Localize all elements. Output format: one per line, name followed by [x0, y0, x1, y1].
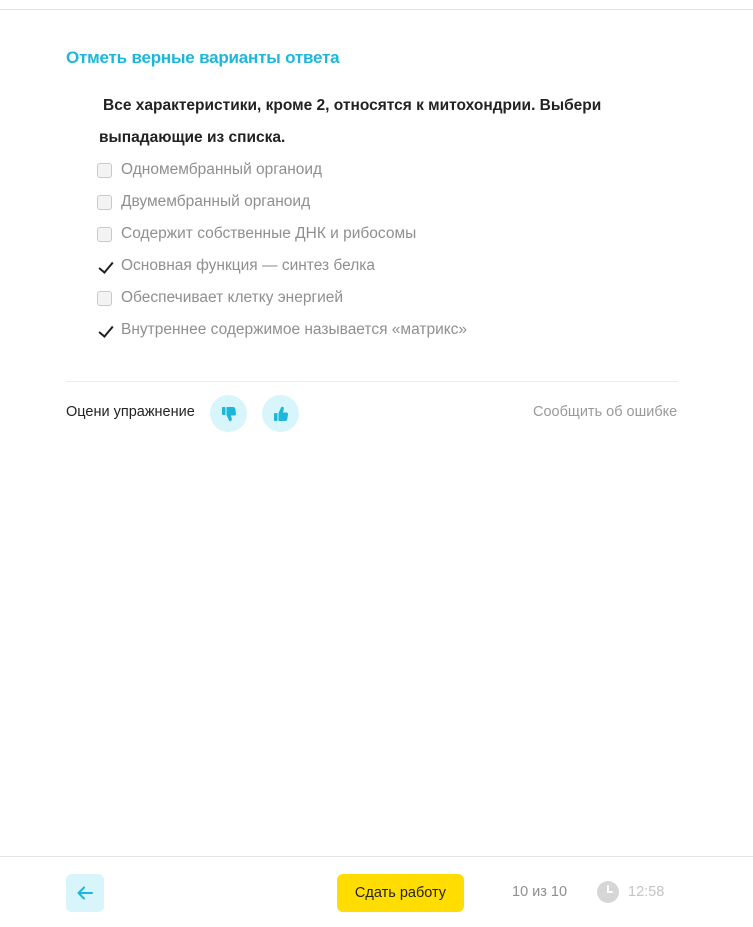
option-item[interactable] — [97, 154, 467, 186]
option-item[interactable] — [97, 218, 467, 250]
option-label: Основная функция — синтез белка — [121, 257, 375, 274]
option-label: Содержит собственные ДНК и рибосомы — [121, 225, 417, 242]
question-text — [99, 90, 639, 154]
option-checkbox[interactable] — [97, 323, 112, 338]
task-title: Отметь верные варианты ответа — [66, 48, 340, 67]
footer-divider — [0, 856, 753, 857]
rating-divider — [66, 381, 678, 382]
top-divider — [0, 9, 753, 10]
clock-icon — [597, 881, 619, 903]
option-item[interactable] — [97, 186, 467, 218]
option-label: Обеспечивает клетку энергией — [121, 289, 344, 306]
option-checkbox[interactable] — [97, 291, 112, 306]
option-label: Двумембранный органоид — [121, 193, 311, 210]
thumbs-up-icon — [272, 405, 290, 423]
option-label: Одномембранный органоид — [121, 161, 323, 178]
option-checkbox[interactable] — [97, 259, 112, 274]
timer — [597, 881, 664, 903]
arrow-left-icon — [75, 883, 95, 903]
submit-work-button[interactable]: Сдать работу — [337, 874, 464, 912]
timer-value: 12:58 — [628, 884, 665, 900]
option-item[interactable] — [97, 282, 467, 314]
option-item[interactable] — [97, 314, 467, 346]
option-checkbox[interactable] — [97, 227, 112, 242]
question-text-content: Все характеристики, кроме 2, относятся к митохондрии. Выбери выпадающие из списка. — [99, 97, 602, 146]
option-checkbox[interactable] — [97, 163, 112, 178]
dislike-button[interactable] — [210, 395, 247, 432]
option-item[interactable] — [97, 250, 467, 282]
question-counter: 10 из 10 — [512, 884, 568, 900]
back-button[interactable] — [66, 874, 104, 912]
like-button[interactable] — [262, 395, 299, 432]
option-label: Внутреннее содержимое называется «матрикс» — [121, 321, 468, 338]
answer-options — [97, 154, 467, 346]
rate-exercise-label: Оцени упражнение — [66, 404, 195, 420]
thumbs-down-icon — [220, 405, 238, 423]
report-error-link[interactable]: Сообщить об ошибке — [533, 404, 678, 420]
option-checkbox[interactable] — [97, 195, 112, 210]
